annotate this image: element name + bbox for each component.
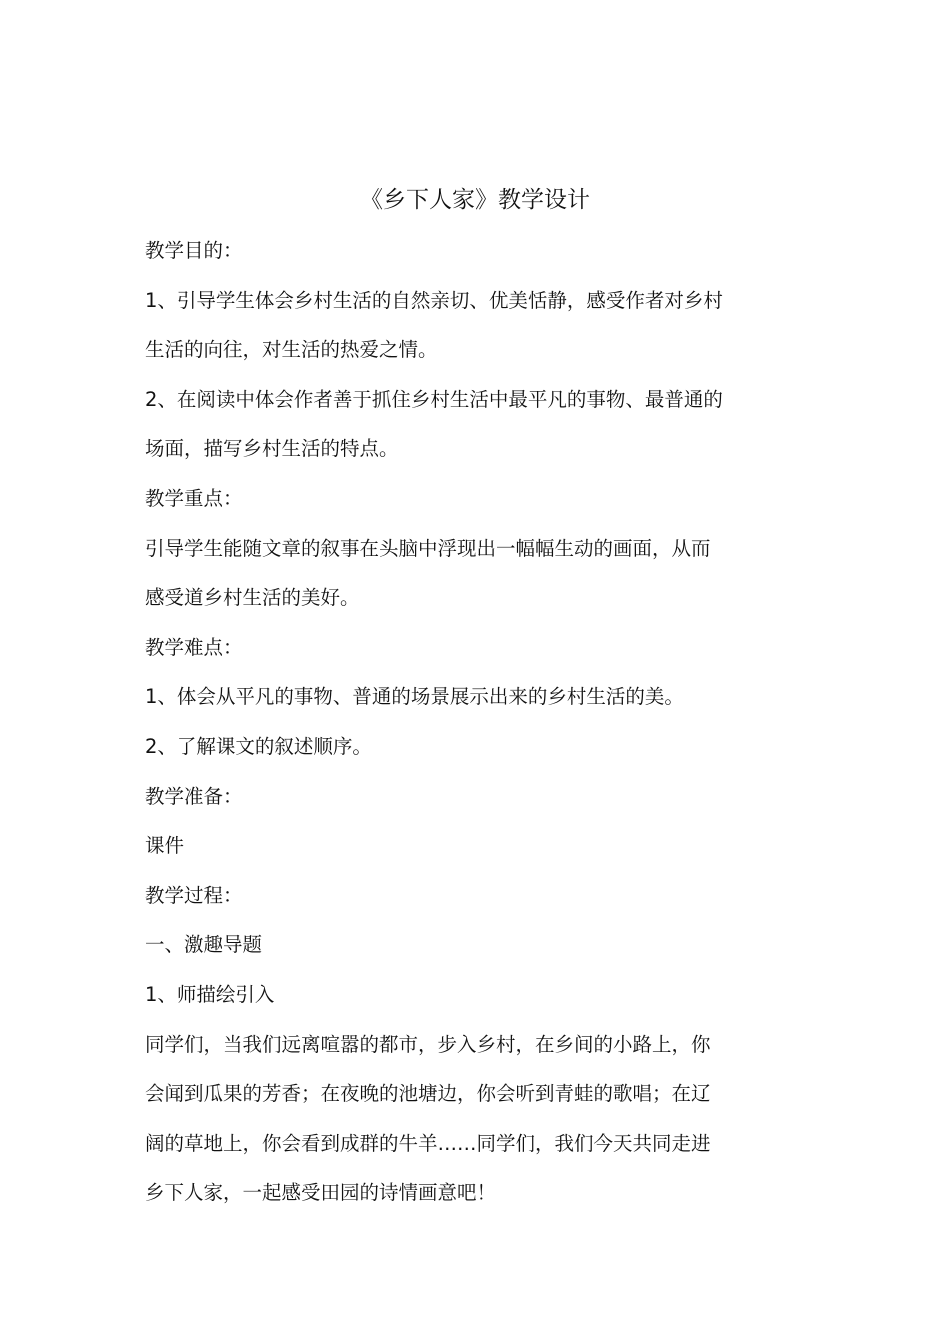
difficulty-2: 2、了解课文的叙述顺序。 [145, 734, 372, 758]
intro-paragraph-line-3: 阔的草地上，你会看到成群的牛羊……同学们，我们今天共同走进 [145, 1131, 711, 1155]
process-substep-heading: 1、师描绘引入 [145, 982, 275, 1006]
objective-2-line-1: 2、在阅读中体会作者善于抓住乡村生活中最平凡的事物、最普通的 [145, 387, 723, 411]
section-heading-preparation: 教学准备： [145, 784, 243, 808]
section-heading-difficulties: 教学难点： [145, 635, 243, 659]
document-title: 《乡下人家》教学设计 [360, 187, 590, 213]
objective-1-line-2: 生活的向往，对生活的热爱之情。 [145, 338, 438, 362]
objective-1-line-1: 1、引导学生体会乡村生活的自然亲切、优美恬静，感受作者对乡村 [145, 288, 723, 312]
intro-paragraph-line-1: 同学们，当我们远离喧嚣的都市，步入乡村，在乡间的小路上，你 [145, 1032, 711, 1056]
intro-paragraph-line-4: 乡下人家，一起感受田园的诗情画意吧！ [145, 1181, 497, 1205]
intro-paragraph-line-2: 会闻到瓜果的芳香；在夜晚的池塘边，你会听到青蛙的歌唱；在辽 [145, 1082, 711, 1106]
section-heading-objectives: 教学目的： [145, 239, 243, 262]
process-step-heading: 一、激趣导题 [145, 933, 263, 957]
section-heading-key-points: 教学重点： [145, 486, 243, 510]
document-body [145, 226, 807, 1218]
objective-2-line-2: 场面，描写乡村生活的特点。 [145, 437, 399, 461]
key-points-line-1: 引导学生能随文章的叙事在头脑中浮现出一幅幅生动的画面，从而 [145, 536, 711, 560]
preparation-item: 课件 [145, 834, 185, 858]
difficulty-1: 1、体会从平凡的事物、普通的场景展示出来的乡村生活的美。 [145, 685, 684, 709]
key-points-line-2: 感受道乡村生活的美好。 [145, 586, 360, 610]
section-heading-process: 教学过程： [145, 883, 243, 907]
